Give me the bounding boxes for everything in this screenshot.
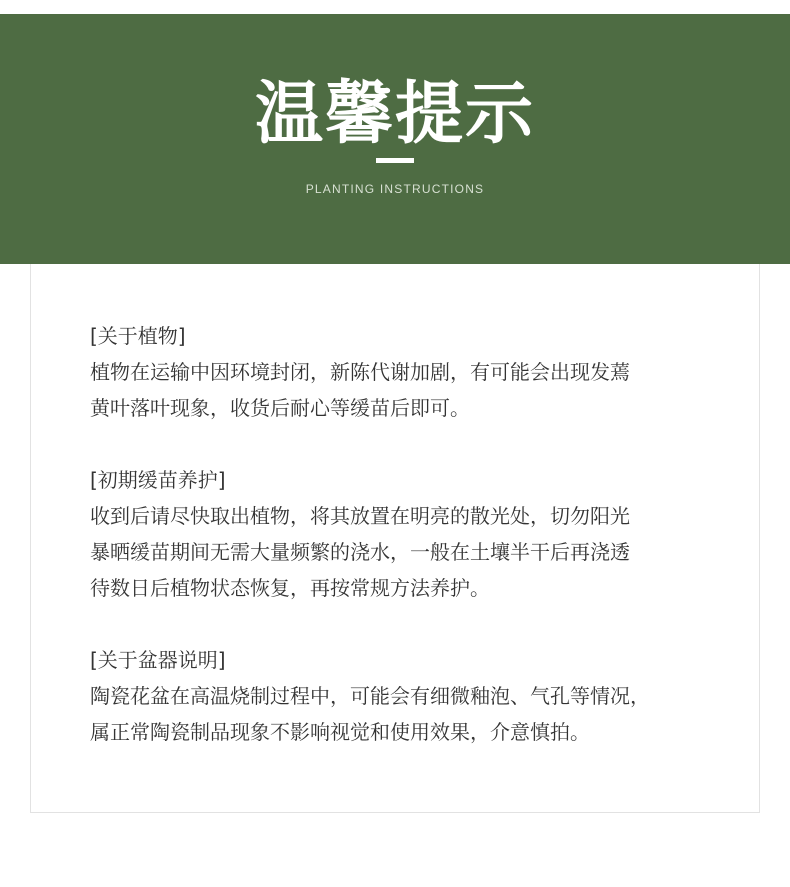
section-heading: [关于植物] [90,324,186,348]
section-initial-care [90,462,720,606]
page-subtitle: PLANTING INSTRUCTIONS [305,182,485,196]
section-text-line: 黄叶落叶现象，收货后耐心等缓苗后即可。 [90,396,470,420]
section-text-line: 收到后请尽快取出植物，将其放置在明亮的散光处，切勿阳光 [90,504,630,528]
section-heading: [初期缓苗养护] [90,468,226,492]
section-pot-notes [90,642,720,750]
page-title: 温馨提示 [254,75,535,154]
header-banner [0,14,790,264]
section-text-line: 暴晒缓苗期间无需大量频繁的浇水，一般在土壤半干后再浇透 [90,540,630,564]
section-heading: [关于盆器说明] [90,648,226,672]
section-about-plants [90,318,720,426]
instructions-body [90,318,720,786]
section-text-line: 植物在运输中因环境封闭，新陈代谢加剧，有可能会出现发蔫 [90,360,630,384]
title-underline [376,158,414,163]
section-text-line: 待数日后植物状态恢复，再按常规方法养护。 [90,576,490,600]
instructions-card [30,264,760,813]
section-text-line: 属正常陶瓷制品现象不影响视觉和使用效果，介意慎拍。 [90,720,590,744]
section-text-line: 陶瓷花盆在高温烧制过程中，可能会有细微釉泡、气孔等情况， [90,684,650,708]
